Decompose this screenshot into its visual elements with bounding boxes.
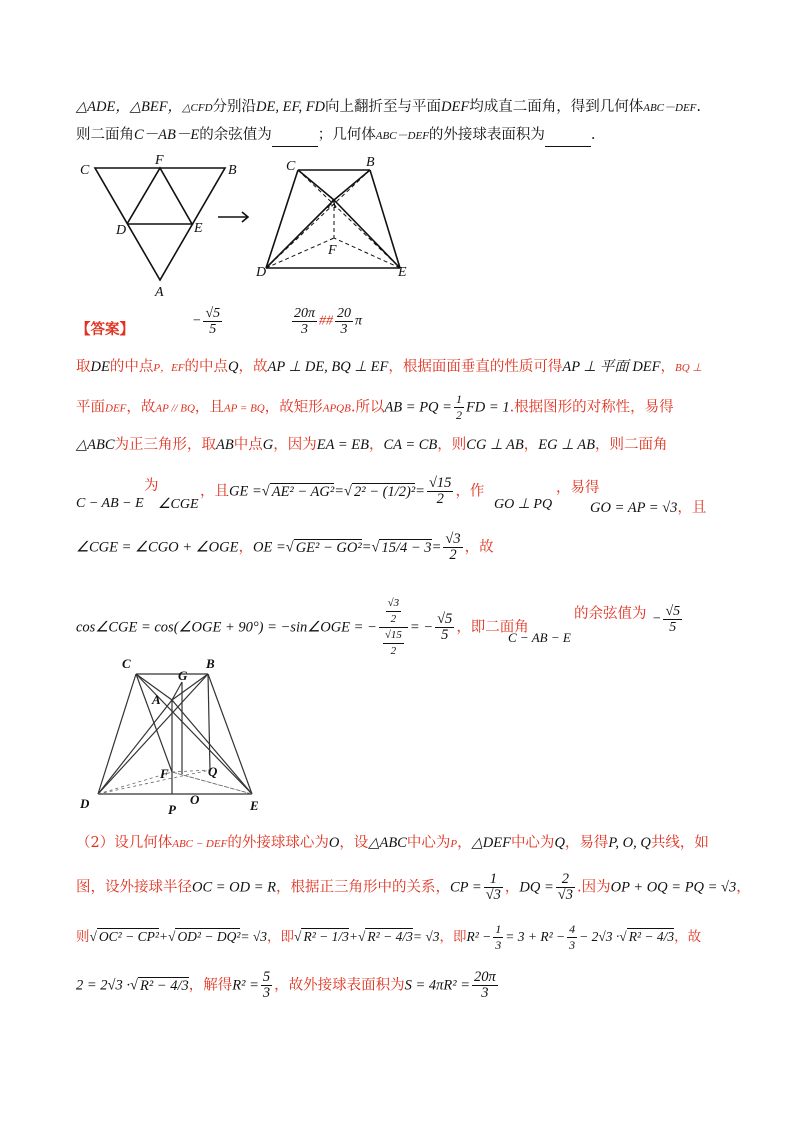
text: 2 — [556, 872, 575, 888]
text: ，解得 — [188, 977, 233, 994]
text: ，故矩形 — [264, 399, 323, 416]
text: ， — [523, 437, 539, 453]
text: 20π — [294, 306, 316, 321]
text: DE, EF, FD — [256, 99, 326, 115]
label-d2: D — [256, 265, 267, 280]
text: 15/4 − 3 — [381, 539, 432, 556]
label-b: B — [228, 163, 237, 178]
text: EA = EB — [316, 437, 369, 453]
text: S = 4πR² = — [404, 977, 471, 994]
answer-2 — [290, 306, 362, 337]
text: 5 — [669, 620, 677, 635]
text: = − — [409, 619, 434, 636]
text: R² − 4/3 — [367, 929, 413, 944]
text: 2 — [449, 547, 457, 563]
text: 的余弦值为 — [574, 606, 647, 622]
problem-line-1 — [76, 96, 760, 119]
text: ，即 — [439, 929, 467, 945]
text: AB — [216, 437, 234, 453]
text: ， — [504, 879, 520, 896]
text: ，故 — [464, 539, 494, 556]
text: ABC－DEF — [643, 102, 697, 114]
text: AP ⊥ 平面 DEF — [562, 359, 661, 375]
text: √5 — [665, 604, 681, 619]
answer-1 — [192, 306, 224, 337]
text: 2 — [455, 408, 462, 422]
text: √5 — [205, 306, 221, 321]
answer-cosine — [652, 604, 684, 635]
text: ，根据面面垂直的性质可得 — [388, 359, 563, 375]
label-d3: D — [80, 796, 90, 811]
solution-line-4: ，且GE =√ AE² − AG²=√ 2² − (1/2)²= $\frac{√15}{2}$ ，作 — [200, 475, 485, 507]
text: ， — [660, 359, 676, 375]
text: R² − 1/3 — [303, 929, 349, 944]
text: AB = PQ = — [384, 399, 452, 416]
text: 5 — [209, 322, 217, 337]
text: ，根据正三角形中的关系， — [276, 879, 451, 896]
text: 1 — [495, 922, 502, 936]
text: − 2√3 · — [579, 929, 620, 944]
text: 为 — [144, 478, 159, 494]
text: GE² − GO² — [295, 539, 362, 556]
text: ，作 — [455, 483, 485, 500]
text: 3 — [301, 322, 308, 337]
text: AP = BQ — [223, 402, 265, 415]
label-e3: E — [250, 798, 259, 813]
text: 取 — [76, 359, 91, 375]
text: 5 — [441, 627, 449, 643]
text: （2）设几何体 — [76, 835, 173, 851]
text: √5 — [437, 611, 453, 627]
text: FD = 1 — [465, 399, 510, 416]
text: 平面 — [76, 399, 105, 416]
text: ；几何体 — [317, 127, 376, 143]
text: GO ⊥ PQ — [494, 497, 553, 512]
text: GO = AP = √3 — [590, 500, 678, 516]
text: = √3 — [240, 929, 268, 944]
solution-line-4c — [590, 496, 706, 517]
text: DE — [90, 359, 110, 375]
part2-line-1 — [76, 832, 760, 855]
text: 20π — [474, 969, 496, 985]
text: − — [192, 313, 202, 329]
label-c2: C — [286, 159, 296, 174]
text: √3 — [386, 596, 402, 612]
text: 3 — [495, 938, 502, 952]
label-f2: F — [328, 243, 337, 258]
text: √3 — [557, 887, 573, 903]
label-a2: A — [328, 197, 337, 212]
text: √3 — [485, 887, 501, 903]
text: √15 — [383, 628, 404, 644]
label-f: F — [155, 153, 164, 168]
text: + — [348, 929, 358, 944]
text: ，则二面角 — [594, 437, 668, 453]
text: = √3 — [412, 929, 440, 944]
text: OC = OD = R — [192, 879, 277, 896]
text: = — [431, 539, 442, 556]
solution-line-2 — [76, 392, 760, 423]
text: ，且 — [677, 500, 707, 516]
answer-blank-2 — [545, 132, 591, 147]
text: 的外接球表面积为 — [428, 127, 545, 143]
text: OD² − DQ² — [177, 929, 241, 944]
text: ，易得 — [564, 835, 609, 851]
text: .因为 — [577, 879, 611, 896]
text: AP // BQ — [155, 402, 195, 415]
label-b3: B — [206, 656, 215, 671]
text: OE = — [252, 539, 286, 556]
text: ∠CGE — [158, 497, 199, 512]
text: R² − 4/3 — [139, 977, 189, 994]
text: 向上翻折至与平面 — [325, 99, 442, 115]
text: DEF — [441, 99, 470, 115]
part2-line-4: 2 = 2√3 ·√ R² − 4/3，解得R² = $\frac{5}{3}$ ，故外接球表面积为S = 4πR² = $\frac{20\pi}{3}$ — [76, 969, 496, 1001]
text: 分别沿 — [212, 99, 257, 115]
text: 的中点 — [184, 359, 229, 375]
text: ，故外接球表面积为 — [274, 977, 405, 994]
text: ABC − DEF — [172, 838, 228, 850]
text: P， — [153, 362, 172, 374]
text: ## — [319, 313, 334, 329]
text: = — [334, 483, 345, 500]
text: 5 — [262, 969, 271, 985]
text: 3 — [340, 322, 348, 337]
label-b2: B — [366, 155, 375, 170]
label-d: D — [116, 223, 127, 238]
text: .根据图形的对称性，易得 — [509, 399, 674, 416]
text: − — [652, 611, 662, 627]
text: R² − — [466, 929, 492, 944]
solution-line-4b — [556, 476, 600, 497]
text: π — [355, 313, 363, 329]
solution-line-3 — [76, 434, 760, 456]
text: R² − 4/3 — [628, 929, 675, 944]
text: 2 = 2√3 · — [76, 977, 130, 994]
label-a3: A — [152, 692, 161, 707]
text: ∠CGE = ∠CGO + ∠OGE — [76, 539, 239, 556]
text: ，因为 — [273, 437, 317, 453]
label-c3: C — [122, 656, 131, 671]
text: DQ = — [519, 879, 554, 896]
text: ，故 — [126, 399, 156, 416]
text: 2 — [390, 613, 397, 625]
text: 中点 — [233, 437, 263, 453]
text: AP ⊥ DE, BQ ⊥ EF — [267, 359, 389, 375]
text: 1 — [455, 392, 462, 406]
text: P, O, Q — [608, 835, 651, 851]
text: 4 — [569, 922, 576, 936]
label-c: C — [80, 163, 90, 178]
text: ， — [736, 879, 751, 896]
label-g3: G — [178, 668, 188, 683]
text: DEF — [105, 402, 127, 415]
problem-line-2 — [76, 124, 760, 147]
text: EG ⊥ AB — [538, 437, 595, 453]
text: CA = CB — [383, 437, 438, 453]
text: 为正三角形，取 — [114, 437, 217, 453]
text: ，故 — [674, 929, 702, 945]
text: ，即 — [267, 929, 295, 945]
text: OC² − CP² — [98, 929, 159, 944]
solution-line-5: ∠CGE = ∠CGO + ∠OGE，OE =√ GE² − GO²=√ 15/4 − 3= $\frac{√3}{2}$ ，故 — [76, 531, 494, 563]
answer-blank-1 — [272, 132, 318, 147]
text: △ADE，△BEF， — [76, 99, 183, 115]
text: 均成直二面角，得到几何体 — [469, 99, 644, 115]
text: △CFD — [182, 102, 213, 114]
text: . — [696, 99, 702, 115]
text: + — [158, 929, 169, 944]
text: ， — [457, 835, 472, 851]
text: ，故 — [238, 359, 268, 375]
text: ，即二面角 — [456, 619, 529, 636]
text: √3 — [445, 531, 461, 547]
label-f3: F — [160, 766, 169, 781]
text: CG ⊥ AB — [466, 437, 524, 453]
solution-line-6 — [76, 596, 529, 659]
text: O — [328, 835, 340, 851]
text: 共线，如 — [650, 835, 709, 851]
text: CP = — [450, 879, 482, 896]
text: △ABC — [76, 437, 115, 453]
text: .所以 — [350, 399, 385, 416]
text: ABC－DEF — [375, 130, 429, 142]
label-o3: O — [190, 792, 200, 807]
text: △DEF — [471, 835, 511, 851]
text: C－AB－E — [134, 127, 200, 143]
text: 中心为 — [510, 835, 555, 851]
text: R² = — [232, 977, 259, 994]
figure-solid — [74, 652, 274, 837]
answer-tag: 【答案】 — [76, 321, 134, 338]
text: 3 — [569, 938, 576, 952]
text: ，则 — [437, 437, 467, 453]
text: G — [262, 437, 274, 453]
text: C − AB − E — [76, 496, 144, 511]
text: 的中点 — [109, 359, 154, 375]
text: 1 — [484, 872, 503, 888]
text: 则二面角 — [76, 127, 134, 143]
text: ，且 — [200, 483, 229, 500]
text: 2² − (1/2)² — [354, 483, 416, 500]
text: BQ ⊥ — [675, 362, 703, 374]
label-e2: E — [398, 265, 407, 280]
label-p3: P — [168, 802, 176, 817]
text: 3 — [481, 985, 489, 1001]
text: ， — [368, 437, 384, 453]
solution-line-1 — [76, 356, 760, 379]
text: AE² − AG² — [271, 483, 335, 500]
text: 图，设外接球半径 — [76, 879, 192, 896]
text: EF — [171, 362, 185, 374]
text: 20 — [337, 306, 352, 321]
text: 的外接球球心为 — [227, 835, 329, 851]
text: cos∠CGE = cos(∠OGE + 90°) = −sin∠OGE = − — [76, 619, 377, 636]
text: ，设 — [339, 835, 369, 851]
text: . — [590, 127, 596, 143]
text: OP + OQ = PQ = √3 — [610, 879, 737, 896]
text: ，且 — [194, 399, 224, 416]
text: C − AB − E — [508, 630, 571, 645]
text: 2 — [436, 491, 444, 507]
text: 的余弦值为 — [199, 127, 272, 143]
text: ，易得 — [556, 480, 600, 496]
figure-fold — [70, 150, 430, 300]
label-a: A — [155, 285, 164, 300]
text: Q — [554, 835, 565, 851]
text: = — [361, 539, 372, 556]
label-e: E — [194, 221, 203, 236]
label-q3: Q — [208, 764, 218, 779]
text: 中心为 — [406, 835, 451, 851]
text: 3 — [262, 985, 271, 1001]
text: APQB — [322, 402, 351, 415]
text: ， — [238, 539, 253, 556]
text: √15 — [428, 475, 452, 491]
text: 2 — [390, 645, 397, 657]
text: Q — [228, 359, 239, 375]
text: △ABC — [368, 835, 407, 851]
text: 则 — [76, 929, 90, 945]
part2-line-2 — [76, 872, 760, 903]
part2-line-3: 则√ OC² − CP²+√ OD² − DQ²= √3，即√ R² − 1/3+√ R² − 4/3= √3，即R² − $\frac{1}{3}$ = 3 + R² − $\frac{4}{3}$ − 2√3 ·√ R² − 4/3，故 — [76, 922, 702, 952]
text: = 3 + R² − — [505, 929, 566, 944]
text: = — [415, 483, 425, 500]
text: GE = — [229, 483, 262, 500]
text: P — [450, 838, 458, 850]
